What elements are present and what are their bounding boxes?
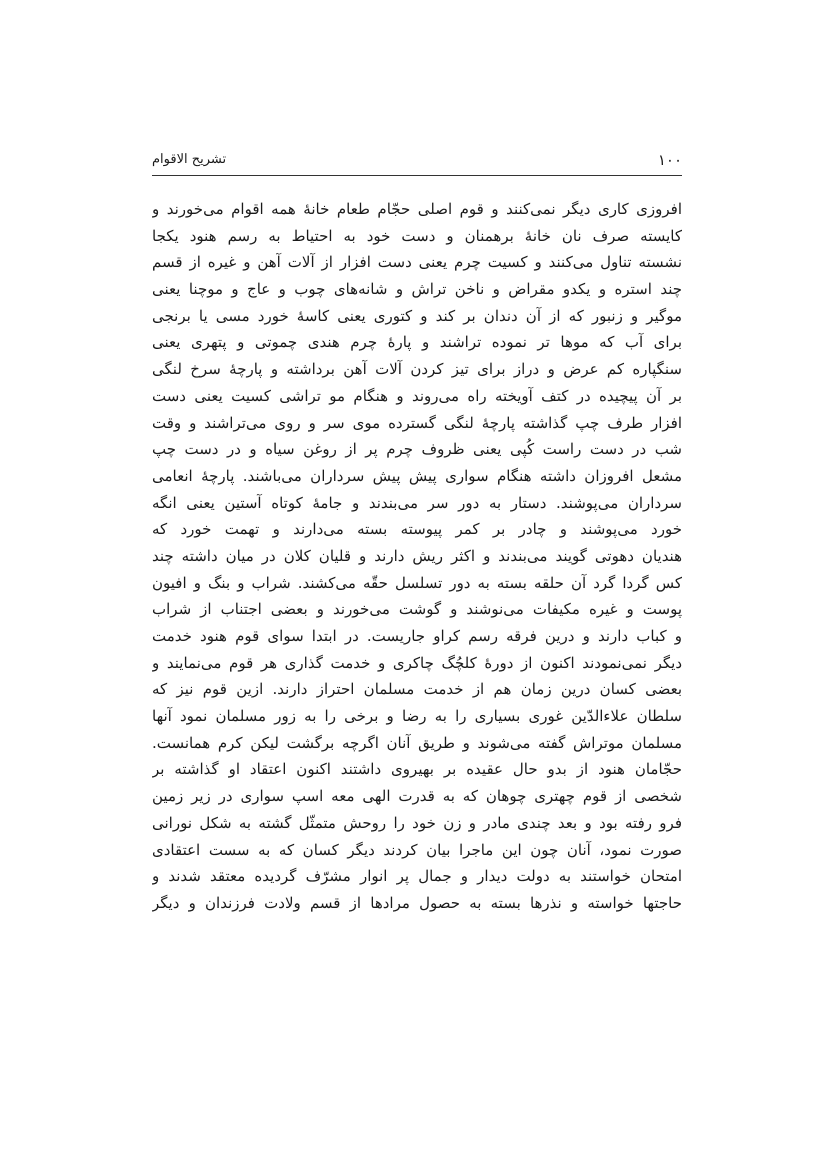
text-line: نشسته تناول می‌کنند و کسیت چرم یعنی دست افزار از آلات آهن و غیره از قسم — [152, 253, 682, 272]
text-line: موگیر و زنبور که از آن دندان بر کند و کتوری یعنی کاسهٔ خورد مسی یا برنجی — [152, 306, 682, 325]
text-line: فرو رفته بود و بعد چندی مادر و زن خود را روحش متمثّل گشته به شکل نورانی — [152, 813, 682, 832]
text-line: مشعل افروزان داشته هنگام سواری پیش پیش سرداران می‌باشند. پارچهٔ انعامی — [152, 466, 682, 485]
body-text — [152, 196, 682, 917]
text-line: کایسته صرف نان خانهٔ برهمنان و دست خود به احتیاط به رسم هنود یکجا — [152, 226, 682, 245]
text-line: حجّامان هنود از بدو حال عقیده بر بهیروی داشتند اکنون اعتقاد او گذاشته بر — [152, 760, 682, 779]
text-line: بعضی کسان درین زمان هم از خدمت مسلمان احتراز دارند. ازین قوم نیز که — [152, 680, 682, 699]
text-line: سرداران می‌پوشند. دستار به دور سر می‌بندند و جامهٔ کوتاه آستین یعنی انگه — [152, 493, 682, 512]
text-line: بر آن پیچیده در کتف آویخته راه می‌روند و هنگام مو تراشی کسیت یعنی دست — [152, 386, 682, 405]
text-line: امتحان خواستند به دولت دیدار و جمال پر انوار مشرّف گردیده معتقد شدند و — [152, 867, 682, 886]
text-line: سنگپاره کم عرض و دراز برای تیز کردن آلات آهن برداشته و پارچهٔ سرخ لنگی — [152, 360, 682, 379]
text-line: برای آب که موها تر نموده تراشند و پارهٔ چرم هندی چموتی و پتهری یعنی — [152, 333, 682, 352]
text-line: افروزی کاری دیگر نمی‌کنند و قوم اصلی حجّام طعام خانهٔ همه اقوام می‌خورند و — [152, 200, 682, 218]
text-line: دیگر نمی‌نمودند اکنون از دورهٔ کلچُگ چاکری و خدمت گذاری هر قوم می‌نمایند و — [152, 653, 682, 672]
text-line: و کباب دارند و درین فرقه رسم کراو جاریست. در ابتدا سوای قوم هنود خدمت — [152, 627, 682, 645]
text-line: سلطان علاءالدّین غوری بسیاری را به رضا و برخی را به زور مسلمان نمود آنها — [152, 707, 682, 726]
text-line: شب در دست راست کُپی یعنی ظروف چرم پر از روغن سیاه و در دست چپ — [152, 440, 682, 459]
page-number: ۱۰۰ — [657, 151, 682, 169]
text-line: خورد می‌پوشند و چادر بر کمر پیوسته بسته می‌دارند و تهمت خورد که — [152, 520, 682, 539]
text-line: افزار طرف چپ گذاشته پارچهٔ لنگی گسترده موی سر و روی می‌تراشند و وقت — [152, 413, 682, 432]
text-line: شخصی از قوم چهتری چوهان که به قدرت الهی معه اسپ سواری در زیر زمین — [152, 787, 682, 806]
running-title: تشریح الاقوام — [152, 152, 227, 167]
text-line: حاجتها خواسته و نذرها بسته به حصول مرادها از قسم ولادت فرزندان و دیگر — [152, 893, 682, 912]
text-line: چند استره و یکدو مقراض و ناخن تراش و شانه‌های چوب و عاج و موچنا یعنی — [152, 280, 682, 299]
text-line: پوست و غیره مکیفات می‌نوشند و گوشت می‌خورند و بعضی اجتناب از شراب — [152, 600, 682, 619]
text-line: مسلمان موتراش گفته می‌شوند و طریق آنان اگرچه برگشت لیکن کرم همانست. — [152, 733, 682, 752]
text-line: هندیان دهوتی گویند می‌بندند و اکثر ریش دارند و قلیان کلان در میان داشته چند — [152, 546, 682, 565]
text-line: کس گردا گرد آن حلقه بسته به دور تسلسل حقّه می‌کشند. شراب و بنگ و افیون — [152, 573, 682, 592]
page-header — [152, 150, 682, 174]
header-divider — [152, 175, 682, 176]
text-line: صورت نمود، آنان چون این ماجرا بیان کردند دیگر کسان که به سست اعتقادی — [152, 840, 682, 859]
